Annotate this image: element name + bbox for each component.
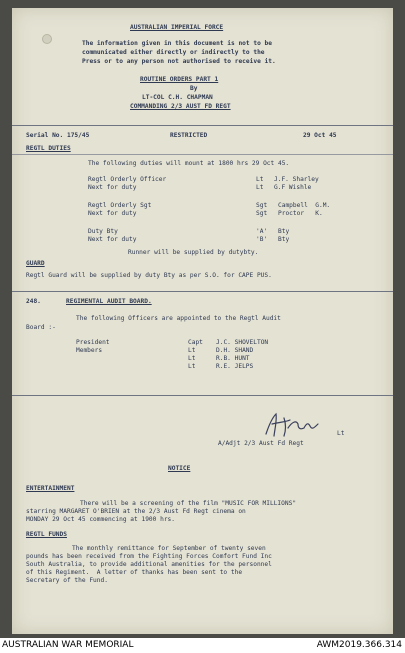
- funds-line-2: pounds has been received from the Fighting Forces Comfort Fund Inc: [26, 553, 272, 560]
- board-intro-line-1: The following Officers are appointed to the Regtl Audit: [76, 315, 281, 322]
- board-heading: REGIMENTAL AUDIT BOARD.: [66, 298, 152, 305]
- document-page: [12, 8, 393, 634]
- duty-name: Campbell G.M.: [278, 202, 331, 209]
- duty-rank: Lt: [256, 184, 264, 191]
- duty-rank: 'A': [256, 228, 268, 235]
- runner-note: Runner will be supplied by dutybty.: [128, 249, 259, 256]
- duty-name: G.F Wishle: [274, 184, 312, 191]
- orders-by: By: [190, 85, 198, 92]
- archive-footer: [0, 638, 405, 653]
- duty-rank: Sgt: [256, 210, 268, 217]
- archive-name: AUSTRALIAN WAR MEMORIAL: [2, 640, 134, 650]
- duty-role: Next for duty: [88, 210, 137, 217]
- entertainment-line-2: starring MARGARET O'BRIEN at the 2/3 Aust Fd Regt cinema on: [26, 508, 246, 515]
- duty-name: Bty: [278, 236, 290, 243]
- duty-name: Proctor K.: [278, 210, 323, 217]
- section-divider: [12, 125, 393, 126]
- funds-line-1: The monthly remittance for September of twenty seven: [72, 545, 266, 552]
- duty-role: Next for duty: [88, 236, 137, 243]
- orders-title: ROUTINE ORDERS PART 1: [140, 76, 219, 83]
- guard-heading: GUARD: [26, 260, 45, 267]
- funds-line-4: of this Regiment. A letter of thanks has been sent to the: [26, 569, 243, 576]
- classification: RESTRICTED: [170, 132, 208, 139]
- board-intro-line-2: Board :-: [26, 324, 56, 331]
- board-rank: Lt: [188, 355, 196, 362]
- commander-name: LT-COL C.H. CHAPMAN: [142, 94, 213, 101]
- security-warning-line-2: communicated either directly or indirectly to the: [82, 49, 265, 56]
- entertainment-heading: ENTERTAINMENT: [26, 485, 75, 492]
- funds-heading: REGTL FUNDS: [26, 531, 67, 538]
- section-divider: [12, 395, 393, 396]
- duty-rank: Sgt: [256, 202, 268, 209]
- board-role: President: [76, 339, 110, 346]
- guard-text: Regtl Guard will be supplied by duty Bty as per S.O. for CAPE PUS.: [26, 272, 272, 279]
- signature-rank: Lt: [337, 430, 345, 437]
- order-date: 29 Oct 45: [303, 132, 337, 139]
- duty-role: Regtl Orderly Sgt: [88, 202, 152, 209]
- commander-unit: COMMANDING 2/3 AUST FD REGT: [130, 103, 231, 110]
- entertainment-line-3: MONDAY 29 Oct 45 commencing at 1900 hrs.: [26, 516, 176, 523]
- funds-line-3: South Australia, to provide additional amenities for the personnel: [26, 561, 272, 568]
- board-number: 248.: [26, 298, 41, 305]
- board-rank: Lt: [188, 347, 196, 354]
- signature-appointment: A/Adjt 2/3 Aust Fd Regt: [218, 440, 304, 447]
- board-member-name: J.C. SHOVELTON: [216, 339, 269, 346]
- board-rank: Capt: [188, 339, 203, 346]
- serial-number: Serial No. 175/45: [26, 132, 90, 139]
- document-title: AUSTRALIAN IMPERIAL FORCE: [130, 24, 224, 31]
- section-divider: [12, 291, 393, 292]
- funds-line-5: Secretary of the Fund.: [26, 577, 108, 584]
- board-member-name: R.B. HUNT: [216, 355, 250, 362]
- duty-role: Regtl Orderly Officer: [88, 176, 167, 183]
- duty-rank: Lt: [256, 176, 264, 183]
- duty-rank: 'B': [256, 236, 268, 243]
- notice-title: NOTICE: [168, 465, 191, 472]
- duty-name: Bty: [278, 228, 290, 235]
- duty-name: J.F. Sharley: [274, 176, 319, 183]
- duty-role: Next for duty: [88, 184, 137, 191]
- security-warning-line-1: The information given in this document is not to be: [82, 40, 272, 47]
- security-warning-line-3: Press or to any person not authorised to receive it.: [82, 58, 276, 65]
- duties-rule: [12, 154, 393, 155]
- punch-hole: [42, 34, 52, 44]
- entertainment-line-1: There will be a screening of the film "MUSIC FOR MILLIONS": [80, 500, 297, 507]
- handwritten-signature: [262, 410, 322, 440]
- duty-role: Duty Bty: [88, 228, 118, 235]
- board-role: Members: [76, 347, 103, 354]
- archive-reference: AWM2019.366.314: [316, 640, 402, 650]
- board-member-name: R.E. JELPS: [216, 363, 254, 370]
- duties-heading: REGTL DUTIES: [26, 145, 71, 152]
- duties-intro: The following duties will mount at 1800 hrs 29 Oct 45.: [88, 160, 290, 167]
- board-rank: Lt: [188, 363, 196, 370]
- board-member-name: D.H. SHAND: [216, 347, 254, 354]
